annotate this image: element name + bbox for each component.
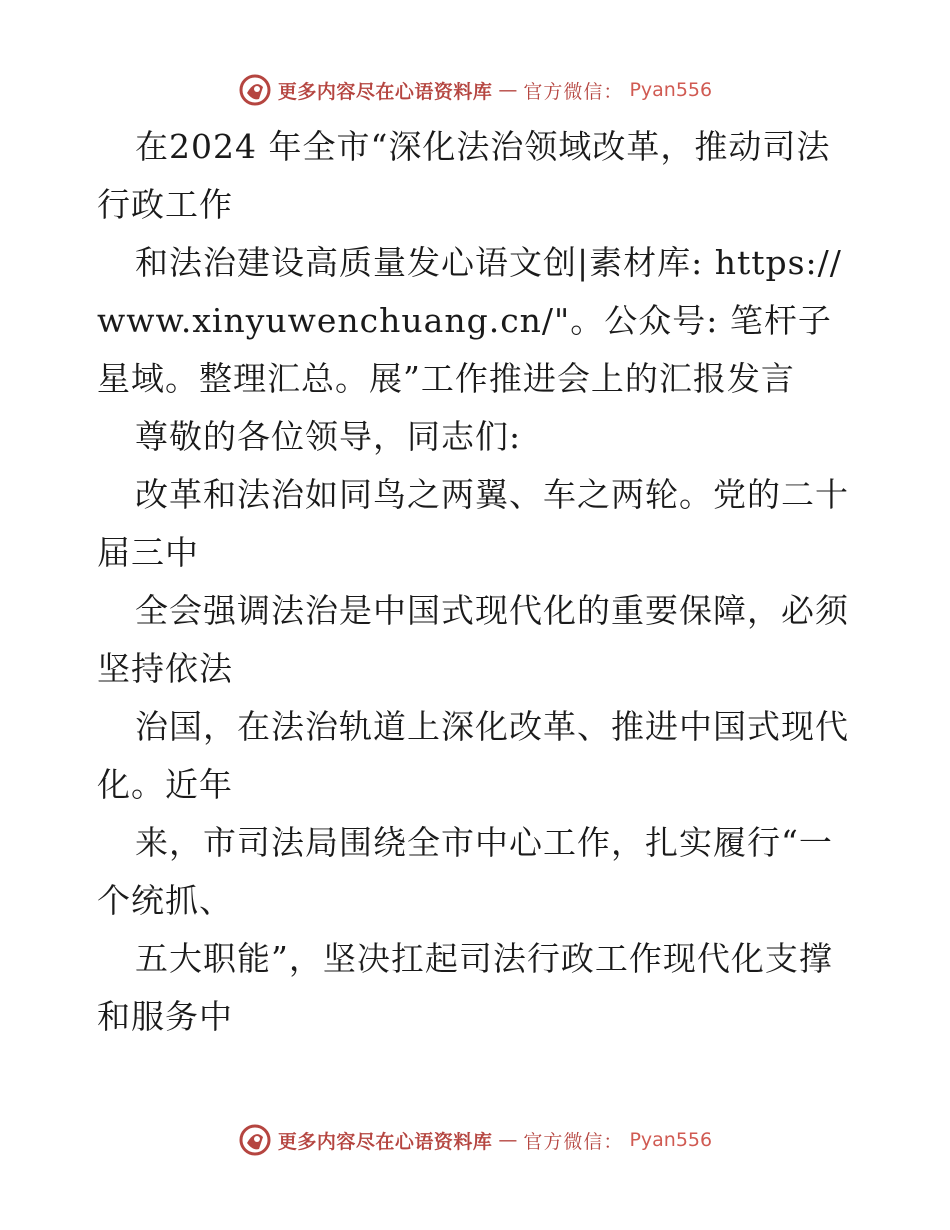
watermark-wechat-id: Pyan556 [629, 1129, 713, 1151]
paragraph-1: 在2024 年全市“深化法治领域改革，推动司法行政工作 [97, 127, 831, 224]
paragraph-4: 改革和法治如同鸟之两翼、车之两轮。党的二十届三中 [97, 475, 849, 572]
paragraph-3: 尊敬的各位领导，同志们: [135, 417, 522, 456]
brand-logo-icon [238, 73, 272, 107]
watermark-brand: 更多内容尽在心语资料库 [277, 80, 493, 103]
watermark-dash: — [498, 79, 518, 101]
paragraph-6: 治国，在法治轨道上深化改革、推进中国式现代化。近年 [97, 707, 849, 804]
paragraph-2: 和法治建设高质量发心语文创|素材库: https://www.xinyuwenchuang.cn/"。公众号: 笔杆子星域。整理汇总。展”工作推进会上的汇报发言 [97, 243, 842, 398]
watermark-dash: — [498, 1129, 518, 1151]
watermark-wechat-label: 官方微信： [523, 80, 624, 103]
watermark-wechat-label: 官方微信： [523, 1130, 624, 1153]
document-body [97, 118, 857, 1046]
paragraph-7: 来，市司法局围绕全市中心工作，扎实履行“一个统抓、 [97, 823, 833, 920]
footer-watermark [0, 1120, 950, 1160]
watermark-brand: 更多内容尽在心语资料库 [277, 1130, 493, 1153]
watermark-wechat-id: Pyan556 [629, 79, 713, 101]
paragraph-8: 五大职能”，坚决扛起司法行政工作现代化支撑和服务中 [97, 939, 833, 1036]
brand-logo-icon [238, 1123, 272, 1157]
header-watermark [0, 70, 950, 110]
paragraph-5: 全会强调法治是中国式现代化的重要保障，必须坚持依法 [97, 591, 849, 688]
